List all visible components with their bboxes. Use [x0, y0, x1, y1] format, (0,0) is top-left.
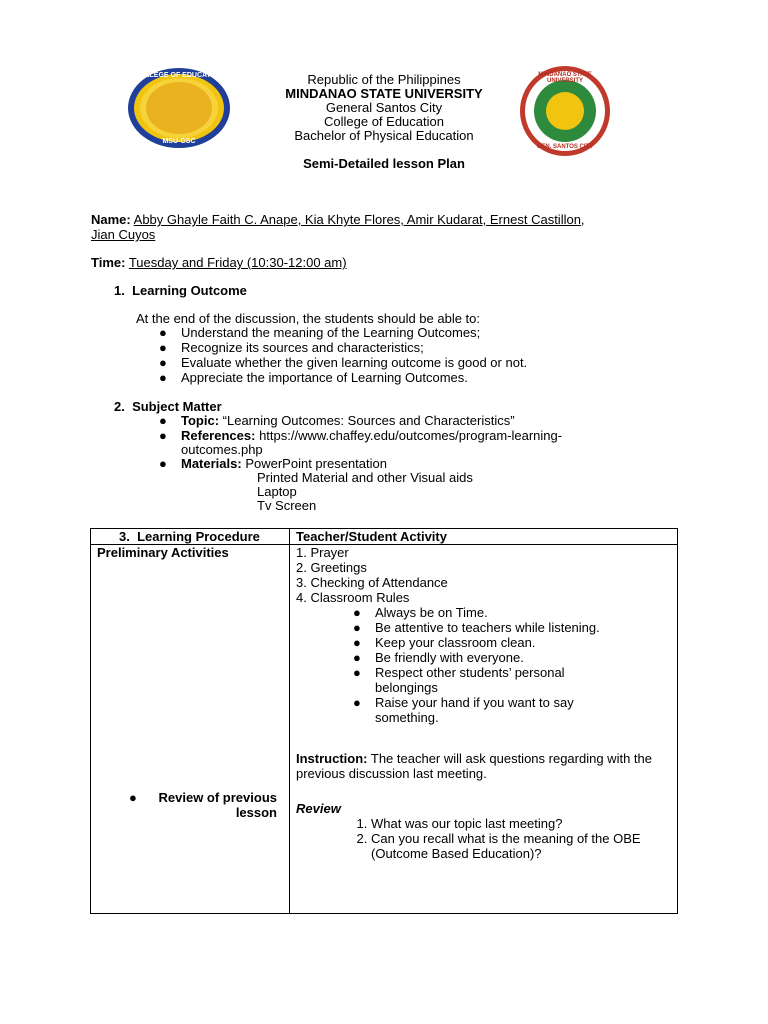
list-item: 1. What was our topic last meeting? [371, 816, 671, 831]
list-item: ● Keep your classroom clean. [353, 635, 536, 650]
list-item: 2. Can you recall what is the meaning of the OBE (Outcome Based Education)? [371, 831, 671, 861]
list-item: ● Appreciate the importance of Learning Outcomes. [159, 370, 468, 385]
logo-right-text-bottom: GEN. SANTOS CITY [536, 144, 594, 150]
time-label: Time: [91, 255, 126, 270]
review-questions-list [296, 816, 671, 861]
section-subject-matter-heading: 2. Subject Matter [114, 399, 222, 414]
time-line [91, 255, 347, 270]
activity-item: 3. Checking of Attendance [296, 575, 448, 590]
name-line [91, 212, 691, 227]
list-item: ● Respect other students’ personal belongings [353, 665, 565, 695]
header-college: College of Education [324, 114, 444, 129]
learning-outcome-list [159, 325, 528, 385]
section-learning-outcome-heading: 1. Learning Outcome [114, 283, 247, 298]
review-previous-lesson-label: ● Review of previous lesson [129, 790, 277, 820]
list-item: ● Be friendly with everyone. [353, 650, 524, 665]
list-item: ● Raise your hand if you want to say something. [353, 695, 574, 725]
name-value-line1: Abby Ghayle Faith C. Anape, Kia Khyte Flores, Amir Kudarat, Ernest Castillon, [133, 212, 585, 227]
instruction-text: The teacher will ask questions regarding with the previous discussion last meeting. [296, 751, 652, 781]
list-item: ● Be attentive to teachers while listening. [353, 620, 600, 635]
material-item: Tv Screen [257, 498, 317, 513]
activity-item: 4. Classroom Rules [296, 590, 410, 605]
table-header-activity: Teacher/Student Activity [290, 529, 678, 545]
learning-procedure-table [90, 528, 678, 914]
references-value-line1: https://www.chaffey.edu/outcomes/program-learning- [259, 428, 563, 443]
procedure-cell [91, 545, 290, 914]
logo-right-text-top: MINDANAO STATE UNIVERSITY [538, 72, 592, 84]
review-label: Review [296, 801, 341, 816]
list-item: ● Always be on Time. [353, 605, 488, 620]
learning-outcome-intro: At the end of the discussion, the students should be able to: [136, 311, 481, 326]
materials-line: ● Materials: PowerPoint presentation [159, 456, 387, 471]
material-item: PowerPoint presentation [245, 456, 387, 471]
name-value-line2: Jian Cuyos [91, 227, 156, 242]
topic-label: Topic: [181, 413, 220, 428]
references-value-line2: outcomes.php [181, 442, 263, 457]
header-republic: Republic of the Philippines [307, 72, 461, 87]
table-row [91, 545, 678, 914]
classroom-rules-list [353, 605, 645, 725]
activity-item: 1. Prayer [296, 545, 349, 560]
header-university: MINDANAO STATE UNIVERSITY [285, 86, 483, 101]
name-label: Name: [91, 212, 131, 227]
list-item: ● Recognize its sources and characteristics; [159, 340, 424, 355]
time-value: Tuesday and Friday (10:30-12:00 am) [128, 255, 347, 270]
topic-value: “Learning Outcomes: Sources and Characteristics” [222, 413, 515, 428]
material-item: Printed Material and other Visual aids [257, 470, 473, 485]
material-item: Laptop [257, 484, 297, 499]
topic-line: ● Topic: “Learning Outcomes: Sources and Characteristics” [159, 413, 515, 428]
references-label: References: [181, 428, 256, 443]
materials-label: Materials: [181, 456, 242, 471]
table-header-procedure: 3. Learning Procedure [91, 529, 290, 545]
activity-item: 2. Greetings [296, 560, 367, 575]
page-title: Semi-Detailed lesson Plan [303, 156, 465, 171]
preliminary-activities-label: Preliminary Activities [97, 545, 229, 560]
table-header-row [91, 529, 678, 545]
logo-left-text-top: COLLEGE OF EDUCATION [134, 72, 224, 79]
instruction-label: Instruction: [296, 751, 368, 766]
list-item: ● Evaluate whether the given learning outcome is good or not. [159, 355, 528, 370]
list-item: ● Understand the meaning of the Learning Outcomes; [159, 325, 481, 340]
header-program: Bachelor of Physical Education [294, 128, 474, 143]
logo-left-text-bottom: MSU-GSC [162, 138, 196, 145]
header-city: General Santos City [325, 100, 443, 115]
instruction-paragraph [296, 751, 661, 781]
activity-cell [290, 545, 678, 914]
references-line: ● References: https://www.chaffey.edu/outcomes/program-learning- [159, 428, 563, 443]
